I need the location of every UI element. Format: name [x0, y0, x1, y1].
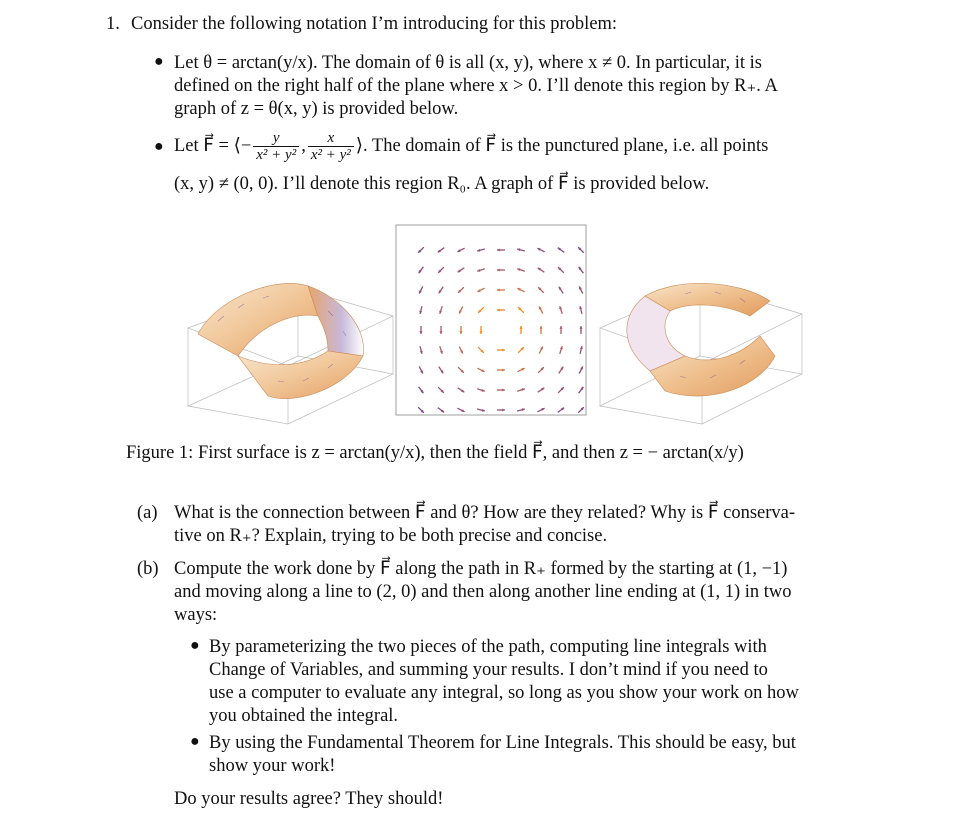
field-arrow-head	[419, 331, 422, 334]
field-arrow-head	[459, 331, 462, 334]
bullet1-line1: Let θ = arctan(y/x). The domain of θ is all (x, y), where x ≠ 0. In particular, it is	[174, 53, 762, 73]
bullet-icon: ●	[190, 733, 200, 750]
part-b-line3: ways:	[174, 605, 218, 625]
fraction-2-numerator: x	[308, 130, 354, 147]
field-arrow-head	[519, 326, 522, 329]
problem-number: 1.	[106, 14, 120, 34]
bullet2-line2: (x, y) ≠ (0, 0). I’ll denote this region R₀. A graph of F⃗ is provided below.	[174, 174, 710, 194]
part-a-line1: What is the connection between F⃗ and θ? How are they related? Why is F⃗ conserva-	[174, 503, 796, 523]
field-arrow-head	[559, 326, 562, 329]
field-arrow-head	[497, 248, 500, 251]
field-arrow-head	[497, 308, 500, 311]
fraction-separator: ,	[301, 136, 306, 156]
sub2-line2: show your work!	[209, 756, 336, 776]
sub2-line1: By using the Fundamental Theorem for Line Integrals. This should be easy, but	[209, 733, 796, 753]
field-arrow-head	[502, 388, 505, 391]
bullet1-line3: graph of z = θ(x, y) is provided below.	[174, 99, 459, 119]
fraction-2-denominator: x² + y²	[310, 147, 351, 164]
bullet-icon: ●	[190, 637, 200, 654]
part-a-label: (a)	[137, 503, 158, 523]
vector-field-plot	[393, 222, 589, 418]
closing-question: Do your results agree? They should!	[174, 789, 444, 809]
bullet1-line2: defined on the right half of the plane where x > 0. I’ll denote this region by R₊. A	[174, 76, 778, 96]
vector-field-arrows	[418, 247, 584, 413]
surface-plot-arctan-y-over-x	[178, 256, 398, 426]
fraction-2	[308, 130, 354, 163]
fraction-1-numerator: y	[253, 130, 299, 147]
figure-caption: Figure 1: First surface is z = arctan(y/x), then the field F⃗, and then z = − arctan(x/y)	[126, 443, 744, 463]
sub1-line2: Change of Variables, and summing your results. I don’t mind if you need to	[209, 660, 768, 680]
bullet2-post: ⟩. The domain of F⃗ is the punctured plane, i.e. all points	[355, 136, 769, 156]
field-arrow-head	[502, 348, 505, 351]
part-b-label: (b)	[137, 559, 159, 579]
fraction-1-denominator: x² + y²	[256, 147, 297, 164]
bullet-icon: ●	[154, 138, 164, 155]
problem-intro: Consider the following notation I’m introducing for this problem:	[131, 14, 618, 34]
bullet2-line1	[174, 124, 768, 168]
field-arrow-head	[539, 326, 542, 329]
bullet2-pre: Let F⃗ = ⟨−	[174, 136, 252, 156]
part-b-line1: Compute the work done by F⃗ along the path in R₊ formed by the starting at (1, −1)	[174, 559, 788, 579]
bullet-icon: ●	[154, 53, 164, 70]
part-b-line2: and moving along a line to (2, 0) and then along another line ending at (1, 1) in two	[174, 582, 792, 602]
sub1-line3: use a computer to evaluate any integral, so long as you show your work on how	[209, 683, 799, 703]
field-arrow-head	[579, 326, 582, 329]
field-arrow-head	[479, 331, 482, 334]
part-a-line2: tive on R₊? Explain, trying to be both precise and concise.	[174, 526, 608, 546]
sub1-line4: you obtained the integral.	[209, 706, 399, 726]
field-arrow-head	[502, 408, 505, 411]
sub1-line1: By parameterizing the two pieces of the path, computing line integrals with	[209, 637, 767, 657]
field-arrow-head	[497, 288, 500, 291]
surface-plot-neg-arctan-x-over-y	[590, 256, 810, 426]
field-arrow-head	[497, 268, 500, 271]
fraction-1	[253, 130, 299, 163]
field-arrow-head	[439, 331, 442, 334]
field-arrow-head	[502, 368, 505, 371]
